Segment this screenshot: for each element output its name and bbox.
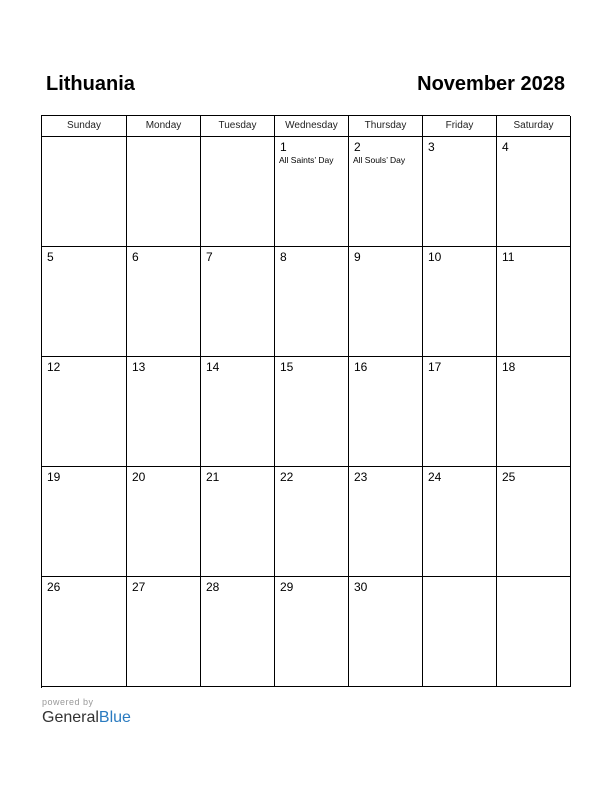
day-cell [201,577,275,687]
day-cell [423,247,497,357]
day-cell [42,467,127,577]
holiday-label: All Saints’ Day [279,155,334,165]
brand-logo-part1: General [42,709,99,726]
day-cell [201,357,275,467]
day-number: 8 [280,250,287,264]
day-cell [497,577,571,687]
holiday-label: All Souls’ Day [353,155,406,165]
day-cell [127,357,201,467]
day-number: 30 [354,580,368,594]
day-cell [349,577,423,687]
day-cell [275,137,349,247]
day-number: 28 [206,580,220,594]
day-cell [349,467,423,577]
day-cell [349,357,423,467]
day-number: 2 [354,140,361,154]
weekday-header-thursday: Thursday [349,116,423,137]
day-number: 10 [428,250,442,264]
day-cell [201,137,275,247]
powered-by-label: powered by [42,697,94,707]
day-number: 24 [428,470,442,484]
day-number: 12 [47,360,61,374]
day-cell [423,357,497,467]
day-number: 11 [502,250,515,264]
calendar-grid [41,115,570,688]
day-cell [42,247,127,357]
day-number: 3 [428,140,435,154]
day-number: 6 [132,250,139,264]
day-cell [127,247,201,357]
day-cell [275,357,349,467]
brand-logo[interactable] [42,708,131,728]
weekday-header-monday: Monday [127,116,201,137]
day-cell [42,577,127,687]
country-title: Lithuania [46,73,135,95]
day-cell [275,247,349,357]
day-cell [201,467,275,577]
day-cell [423,137,497,247]
day-number: 16 [354,360,368,374]
day-cell [349,137,423,247]
day-cell [497,137,571,247]
brand-logo-part2: Blue [98,709,131,726]
day-number: 14 [206,360,220,374]
day-number: 25 [502,470,516,484]
day-cell [127,467,201,577]
day-number: 7 [206,250,213,264]
day-number: 19 [47,470,61,484]
weekday-header-tuesday: Tuesday [201,116,275,137]
day-number: 21 [206,470,220,484]
day-number: 17 [428,360,442,374]
day-number: 15 [280,360,294,374]
day-number: 13 [132,360,146,374]
day-cell [275,577,349,687]
day-number: 1 [280,140,287,154]
weekday-header-saturday: Saturday [497,116,571,137]
day-cell [497,247,571,357]
day-number: 29 [280,580,294,594]
day-number: 5 [47,250,54,264]
day-cell [127,137,201,247]
day-number: 9 [354,250,361,264]
month-title: November 2028 [417,73,565,95]
day-number: 4 [502,140,509,154]
weekday-header-friday: Friday [423,116,497,137]
day-cell [201,247,275,357]
day-cell [127,577,201,687]
day-cell [275,467,349,577]
day-cell [497,357,571,467]
day-cell [423,467,497,577]
day-number: 18 [502,360,516,374]
day-cell [423,577,497,687]
day-number: 23 [354,470,368,484]
day-cell [42,137,127,247]
day-number: 20 [132,470,146,484]
day-number: 26 [47,580,61,594]
day-number: 22 [280,470,294,484]
day-cell [497,467,571,577]
day-number: 27 [132,580,146,594]
day-cell [349,247,423,357]
weekday-header-sunday: Sunday [42,116,127,137]
day-cell [42,357,127,467]
weekday-header-wednesday: Wednesday [275,116,349,137]
